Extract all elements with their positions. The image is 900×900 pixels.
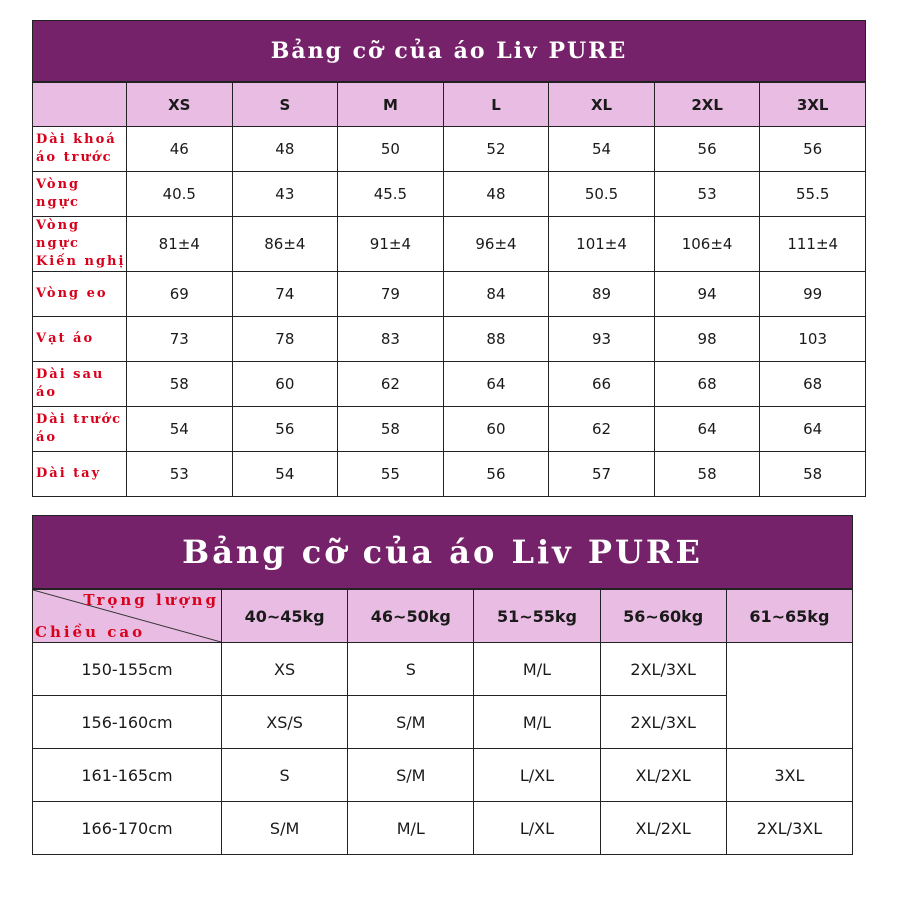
table-row <box>33 362 866 407</box>
table-row <box>33 172 866 217</box>
measurement-value: 52 <box>443 127 549 172</box>
corner-cell <box>33 83 127 127</box>
measurement-value: 81±4 <box>127 217 233 272</box>
weight-header: 51~55kg <box>474 590 600 643</box>
measurement-value: 98 <box>654 317 760 362</box>
measurement-label-line: Vòng <box>36 177 81 192</box>
measurement-label <box>33 127 127 172</box>
recommended-size: 2XL/3XL <box>600 696 726 749</box>
measurement-value: 58 <box>338 407 444 452</box>
measurement-value: 111±4 <box>760 217 866 272</box>
measurement-value: 58 <box>654 452 760 497</box>
recommended-size: 2XL/3XL <box>726 802 852 855</box>
measurement-label <box>33 452 127 497</box>
measurement-value: 66 <box>549 362 655 407</box>
measurement-label-line: Dài sau <box>36 367 105 382</box>
measurement-value: 54 <box>232 452 338 497</box>
measurement-label <box>33 172 127 217</box>
measurement-label <box>33 317 127 362</box>
measurement-label <box>33 272 127 317</box>
measurement-value: 56 <box>760 127 866 172</box>
measurement-value: 64 <box>654 407 760 452</box>
measurement-value: 48 <box>232 127 338 172</box>
recommended-size: L/XL <box>474 749 600 802</box>
recommended-size: M/L <box>474 643 600 696</box>
measurement-value: 57 <box>549 452 655 497</box>
table-row <box>33 749 853 802</box>
measurement-value: 79 <box>338 272 444 317</box>
measurement-value: 64 <box>760 407 866 452</box>
measurement-label <box>33 217 127 272</box>
measurement-value: 68 <box>654 362 760 407</box>
measurement-label-line: áo <box>36 430 58 445</box>
recommended-size: 2XL/3XL <box>600 643 726 696</box>
diagonal-corner-cell <box>33 590 222 643</box>
table-row <box>33 272 866 317</box>
size-table-measurements <box>32 20 866 497</box>
recommended-size: XS <box>222 643 348 696</box>
table-row <box>33 217 866 272</box>
measurement-value: 78 <box>232 317 338 362</box>
measurement-label-line: Kiến nghị <box>36 254 126 269</box>
measurement-value: 45.5 <box>338 172 444 217</box>
table-row <box>33 407 866 452</box>
measurement-label-line: áo trước <box>36 150 113 165</box>
weight-header-row <box>33 590 853 643</box>
weight-header: 61~65kg <box>726 590 852 643</box>
corner-label-weight: Trọng lượng <box>83 591 219 609</box>
size-header: M <box>338 83 444 127</box>
recommended-size: 3XL <box>726 749 852 802</box>
size-header: 2XL <box>654 83 760 127</box>
measurement-label-line: áo <box>36 385 58 400</box>
measurement-label <box>33 362 127 407</box>
measurement-value: 62 <box>549 407 655 452</box>
measurement-label-line: Dài trước <box>36 412 123 427</box>
measurements-grid <box>32 82 866 497</box>
table-row <box>33 452 866 497</box>
recommended-size: XS/S <box>222 696 348 749</box>
recommended-size <box>726 643 852 696</box>
size-header-row <box>33 83 866 127</box>
measurement-label-line: ngực <box>36 195 80 210</box>
measurement-value: 96±4 <box>443 217 549 272</box>
recommended-size: L/XL <box>474 802 600 855</box>
measurement-value: 74 <box>232 272 338 317</box>
table-row <box>33 643 853 696</box>
recommended-size: XL/2XL <box>600 802 726 855</box>
height-label: 150-155cm <box>33 643 222 696</box>
measurement-value: 88 <box>443 317 549 362</box>
recommended-size: S <box>222 749 348 802</box>
recommended-size: S/M <box>348 749 474 802</box>
measurement-value: 68 <box>760 362 866 407</box>
measurement-value: 64 <box>443 362 549 407</box>
measurement-value: 62 <box>338 362 444 407</box>
recommended-size: S/M <box>348 696 474 749</box>
measurement-value: 106±4 <box>654 217 760 272</box>
table-row <box>33 802 853 855</box>
table-row <box>33 696 853 749</box>
measurement-value: 93 <box>549 317 655 362</box>
recommended-size: M/L <box>348 802 474 855</box>
measurement-value: 58 <box>127 362 233 407</box>
measurement-value: 56 <box>654 127 760 172</box>
measurement-value: 55 <box>338 452 444 497</box>
measurement-value: 60 <box>443 407 549 452</box>
measurement-value: 101±4 <box>549 217 655 272</box>
size-table-height-weight <box>32 515 853 855</box>
height-label: 161-165cm <box>33 749 222 802</box>
size-header: S <box>232 83 338 127</box>
recommended-size: S/M <box>222 802 348 855</box>
measurement-value: 43 <box>232 172 338 217</box>
measurement-value: 89 <box>549 272 655 317</box>
recommended-size: M/L <box>474 696 600 749</box>
measurement-value: 50 <box>338 127 444 172</box>
measurement-value: 60 <box>232 362 338 407</box>
measurement-label <box>33 407 127 452</box>
measurement-value: 73 <box>127 317 233 362</box>
measurement-label-line: Dài khoá <box>36 132 117 147</box>
measurement-label-line: Dài tay <box>36 466 102 481</box>
table-row <box>33 317 866 362</box>
size-header: 3XL <box>760 83 866 127</box>
table-title: Bảng cỡ của áo Liv PURE <box>32 20 866 82</box>
table-row <box>33 127 866 172</box>
table-title: Bảng cỡ của áo Liv PURE <box>32 515 853 589</box>
measurement-value: 53 <box>127 452 233 497</box>
corner-label-height: Chiều cao <box>35 623 146 641</box>
recommended-size: XL/2XL <box>600 749 726 802</box>
measurement-value: 94 <box>654 272 760 317</box>
measurement-label-line: Vòng eo <box>36 286 108 301</box>
weight-header: 56~60kg <box>600 590 726 643</box>
measurement-label-line: Vạt áo <box>36 331 95 346</box>
recommended-size <box>726 696 852 749</box>
measurement-value: 54 <box>549 127 655 172</box>
height-label: 156-160cm <box>33 696 222 749</box>
measurement-value: 69 <box>127 272 233 317</box>
weight-header: 40~45kg <box>222 590 348 643</box>
measurement-value: 56 <box>232 407 338 452</box>
size-header: XL <box>549 83 655 127</box>
recommended-size: S <box>348 643 474 696</box>
measurement-value: 58 <box>760 452 866 497</box>
measurement-value: 50.5 <box>549 172 655 217</box>
measurement-value: 99 <box>760 272 866 317</box>
height-label: 166-170cm <box>33 802 222 855</box>
size-header: L <box>443 83 549 127</box>
measurement-value: 56 <box>443 452 549 497</box>
measurement-value: 53 <box>654 172 760 217</box>
measurement-value: 54 <box>127 407 233 452</box>
measurement-value: 84 <box>443 272 549 317</box>
height-weight-grid <box>32 589 853 855</box>
measurement-value: 103 <box>760 317 866 362</box>
weight-header: 46~50kg <box>348 590 474 643</box>
measurement-value: 86±4 <box>232 217 338 272</box>
size-header: XS <box>127 83 233 127</box>
measurement-value: 55.5 <box>760 172 866 217</box>
measurement-value: 48 <box>443 172 549 217</box>
measurement-value: 46 <box>127 127 233 172</box>
measurement-label-line: Vòng ngực <box>36 218 81 251</box>
measurement-value: 83 <box>338 317 444 362</box>
measurement-value: 91±4 <box>338 217 444 272</box>
measurement-value: 40.5 <box>127 172 233 217</box>
